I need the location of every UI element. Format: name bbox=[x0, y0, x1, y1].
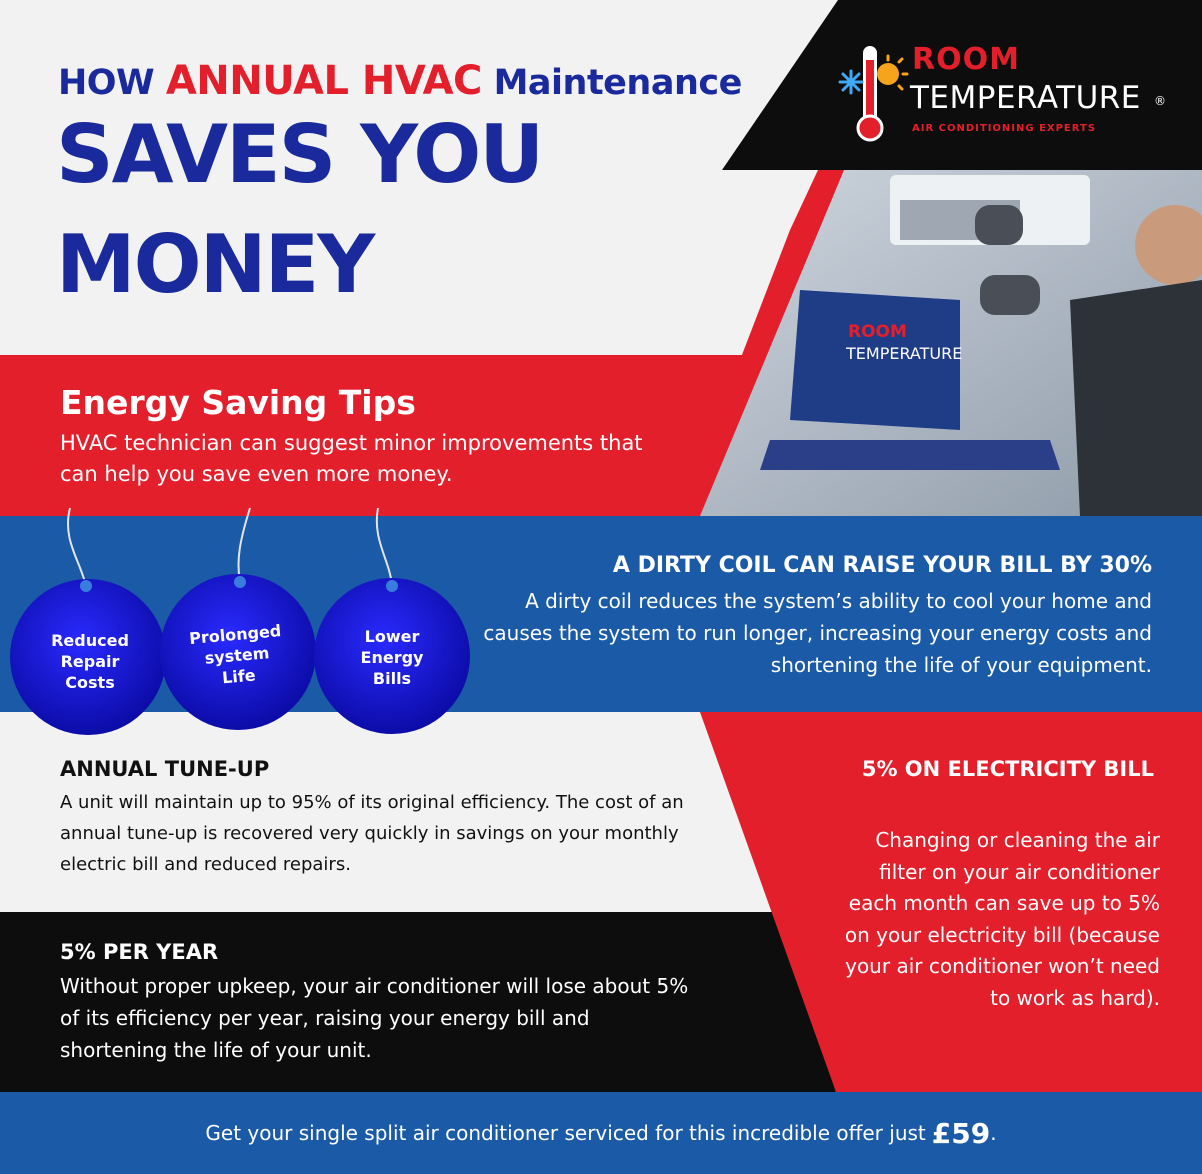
tune-up-title: ANNUAL TUNE-UP bbox=[60, 757, 270, 781]
energy-saving-title: Energy Saving Tips bbox=[60, 383, 416, 422]
snowflake-icon bbox=[840, 71, 862, 93]
per-year-body: Without proper upkeep, your air conditioner will lose about 5% of its efficiency per year, raising your energy bill and shortening the life of your unit. bbox=[60, 974, 689, 1062]
tag-label-2: Prolonged system Life bbox=[188, 621, 282, 688]
headline-line1: SAVES YOU bbox=[56, 108, 543, 201]
headline-prefix: HOW bbox=[58, 63, 155, 103]
logo-tagline: AIR CONDITIONING EXPERTS bbox=[912, 123, 1097, 134]
tool-tray bbox=[760, 440, 1060, 470]
footer-text: Get your single split air conditioner serviced for this incredible offer just bbox=[205, 1121, 926, 1145]
per-year-title: 5% PER YEAR bbox=[60, 940, 219, 964]
banner-temperature: TEMPERATURE bbox=[846, 344, 963, 363]
technician-glove bbox=[980, 275, 1040, 315]
headline-intro bbox=[58, 58, 742, 104]
footer-price: £59 bbox=[931, 1116, 991, 1150]
footer-end: . bbox=[990, 1121, 997, 1145]
logo-temperature: TEMPERATURE bbox=[910, 80, 1141, 116]
headline-highlight: ANNUAL HVAC bbox=[165, 58, 482, 104]
tune-up-body: A unit will maintain up to 95% of its original efficiency. The cost of an annual tune-up is recovered very quickly in savings on your monthly electric bill and reduced repairs. bbox=[60, 792, 684, 875]
tag-label-1: Reduced Repair Costs bbox=[51, 631, 129, 692]
electricity-body: Changing or cleaning the air filter on your air conditioner each month can save up to 5% on your electricity bill (because your air conditioner won’t need to work as hard). bbox=[844, 828, 1160, 1010]
technician-body bbox=[1070, 280, 1202, 516]
headline-suffix: Maintenance bbox=[493, 63, 742, 103]
logo-room: ROOM bbox=[912, 42, 1020, 77]
headline-line2: MONEY bbox=[56, 218, 374, 311]
energy-saving-body: HVAC technician can suggest minor improvements that can help you save even more money. bbox=[60, 431, 643, 486]
dirty-coil-body: A dirty coil reduces the system’s ability to cool your home and causes the system to run longer, increasing your energy costs and shortening the life of your equipment. bbox=[483, 589, 1152, 677]
electricity-title: 5% ON ELECTRICITY BILL bbox=[861, 757, 1154, 781]
tag-label-3: Lower Energy Bills bbox=[360, 627, 424, 688]
logo-registered: ® bbox=[1154, 94, 1166, 108]
footer-offer bbox=[0, 1092, 1202, 1174]
dirty-coil-title: A DIRTY COIL CAN RAISE YOUR BILL BY 30% bbox=[612, 553, 1152, 578]
banner-room: ROOM bbox=[848, 322, 907, 342]
